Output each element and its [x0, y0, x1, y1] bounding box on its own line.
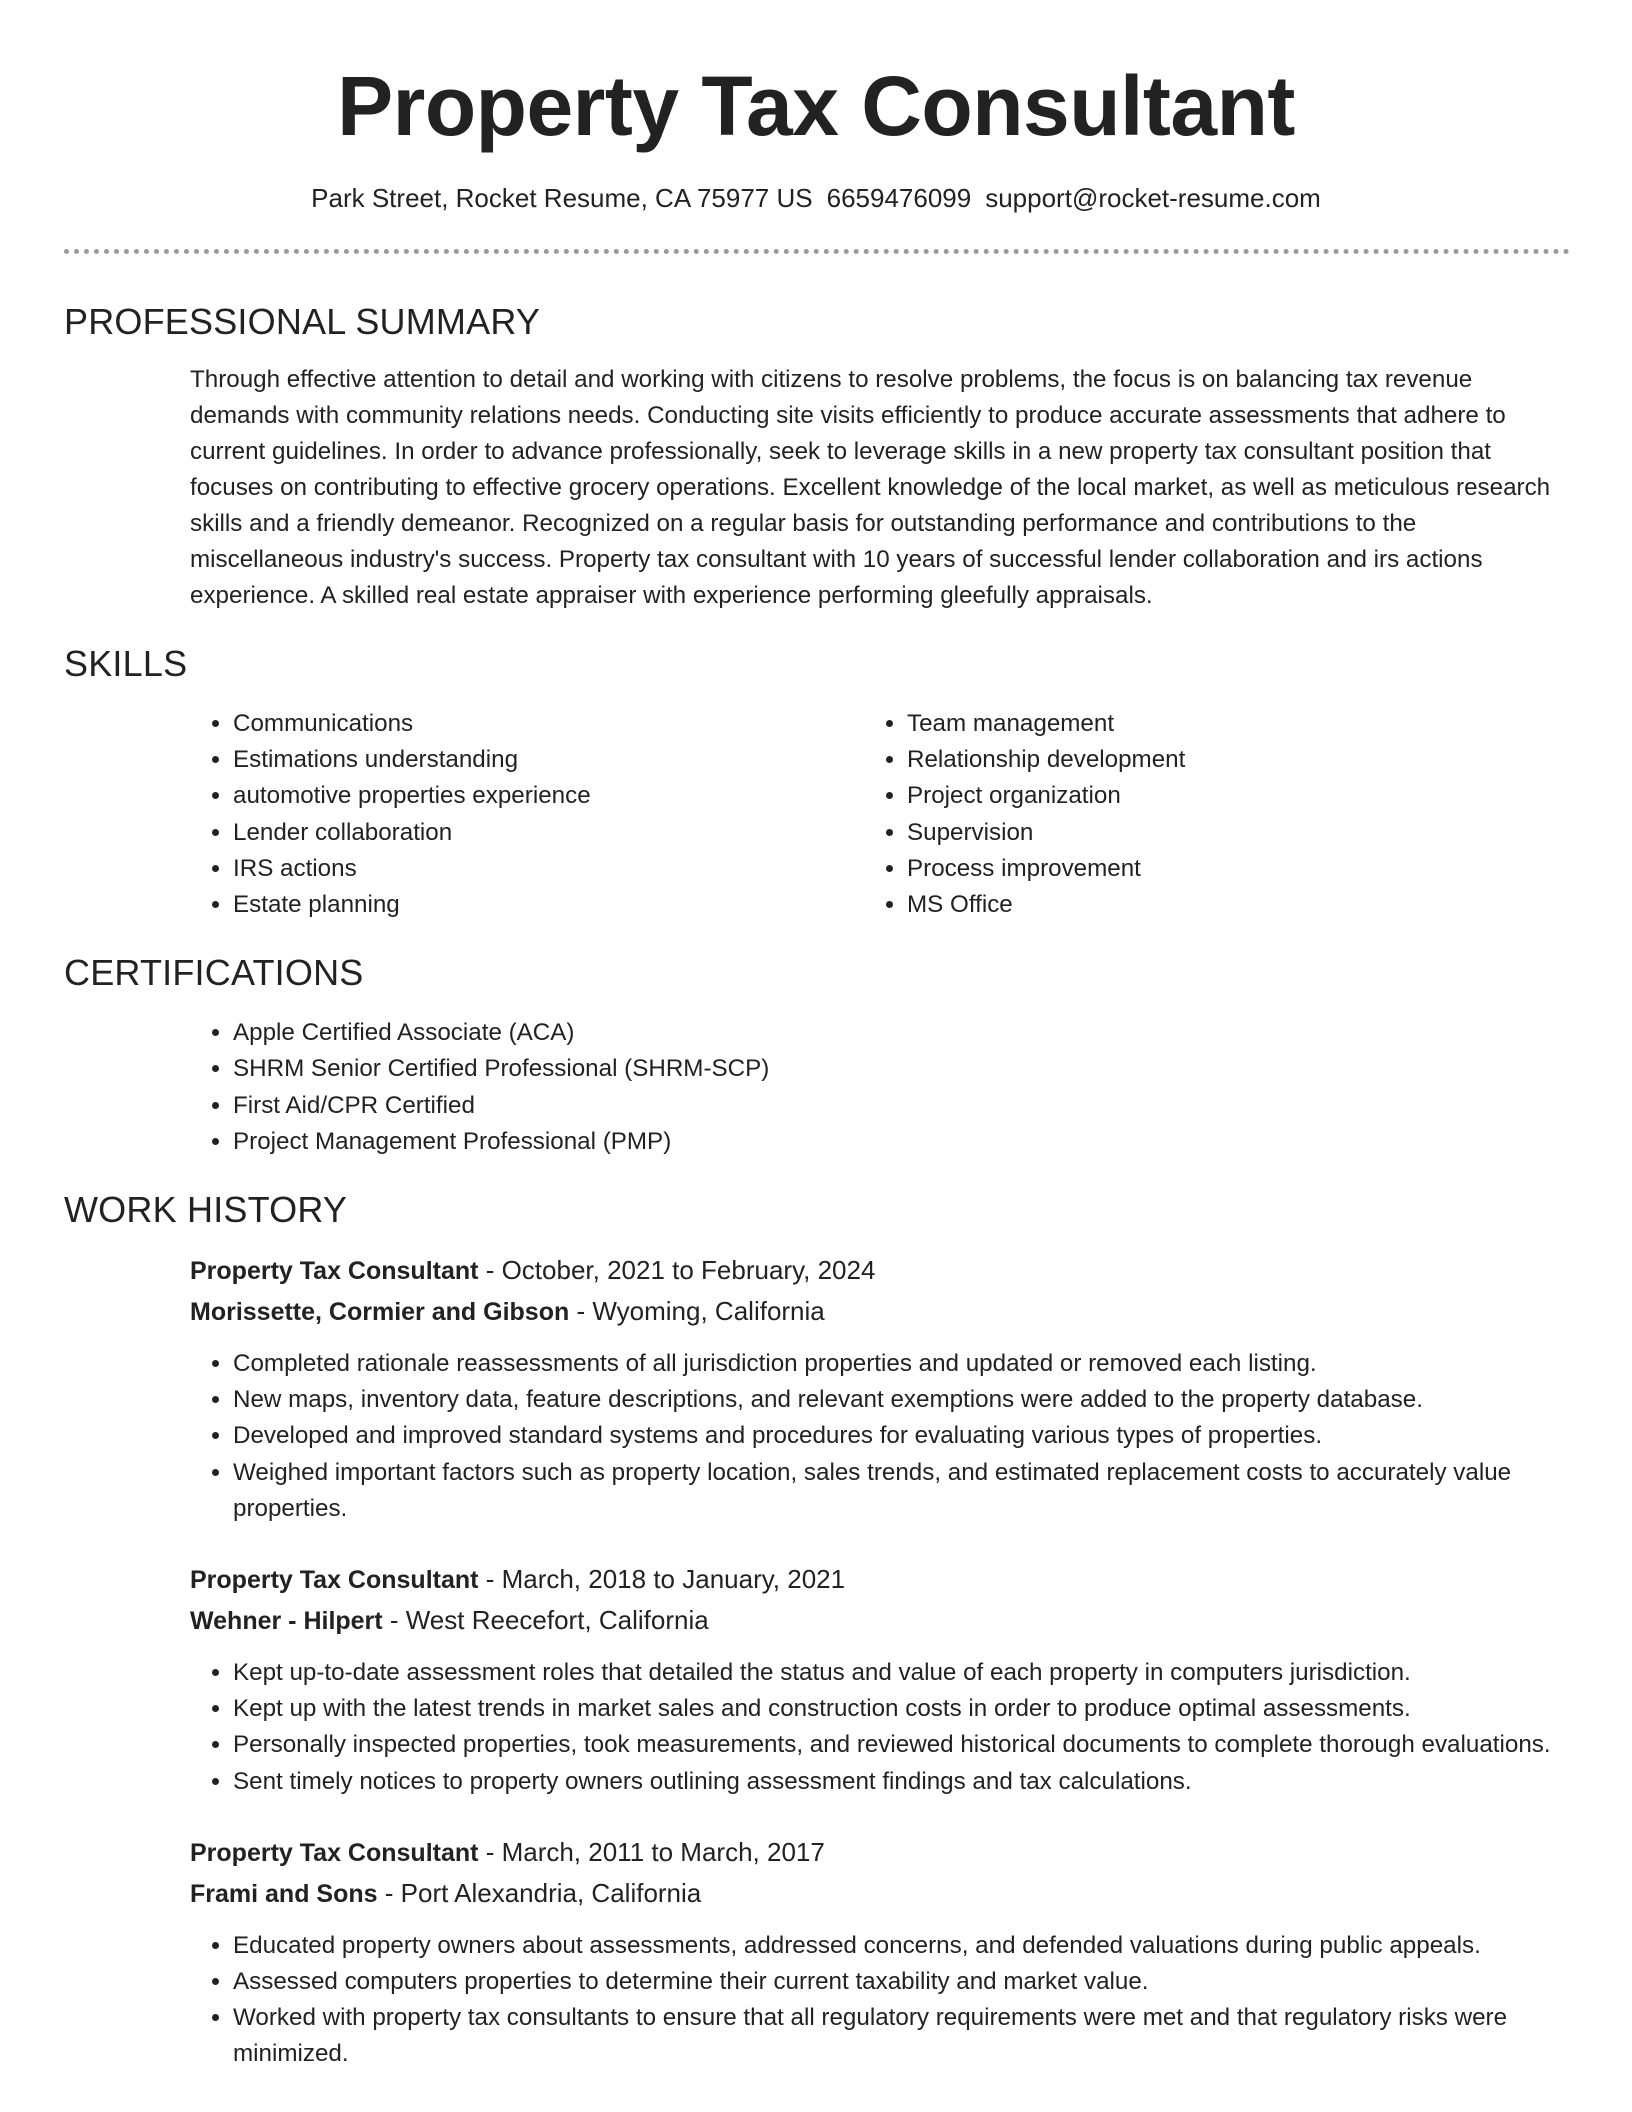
- job-bullets: [0, 1928, 1632, 2073]
- skills-columns: [0, 706, 1632, 923]
- job-location: - Wyoming, California: [569, 1296, 825, 1327]
- skill-item: • Estate planning: [233, 887, 882, 923]
- job-bullet: • Sent timely notices to property owners outlining assessment findings and tax calculations.: [233, 1764, 1572, 1800]
- work-history-title: WORK HISTORY: [64, 1189, 348, 1231]
- job-company: Wehner - Hilpert: [190, 1607, 383, 1636]
- certification-item: • Project Management Professional (PMP): [233, 1124, 1632, 1160]
- job-bullets: [0, 1346, 1632, 1527]
- skill-item: • Team management: [907, 706, 1185, 742]
- skills-list-right: [882, 706, 1185, 923]
- work-history-section: [0, 1188, 1632, 2073]
- summary-title: PROFESSIONAL SUMMARY: [64, 301, 541, 342]
- header-divider: [64, 249, 1570, 254]
- job-role: Property Tax Consultant: [190, 1566, 479, 1595]
- skill-item: • automotive properties experience: [233, 778, 882, 814]
- job-company-line: [190, 1291, 1632, 1332]
- skills-list-left: [0, 706, 882, 923]
- job-bullet: • Developed and improved standard systems and procedures for evaluating various types of properties.: [233, 1418, 1572, 1454]
- skill-item: • Project organization: [907, 778, 1185, 814]
- contact-address: Park Street, Rocket Resume, CA 75977 US: [311, 183, 813, 213]
- resume-content: [0, 300, 1632, 2073]
- job-role-line: [190, 1250, 1632, 1291]
- summary-text: Through effective attention to detail and working with citizens to resolve problems, the focus is on balancing tax revenue demands with community relations needs. Conducting site visits efficiently to produce accurate assessments that adhere to current guidelines. In order to advance professionally, seek to leverage skills in a new property tax consultant position that focuses on contributing to effective grocery operations. Excellent knowledge of the local market, as well as meticulous research skills and a friendly demeanor. Recognized on a regular basis for outstanding performance and contributions to the miscellaneous industry's success. Property tax consultant with 10 years of successful lender collaboration and irs actions experience. A skilled real estate appraiser with experience performing gleefully appraisals.: [190, 366, 1551, 609]
- skill-item: • Process improvement: [907, 851, 1185, 887]
- job-bullet: • Personally inspected properties, took measurements, and reviewed historical documents to complete thorough evaluations.: [233, 1727, 1572, 1763]
- job-bullet: • Assessed computers properties to determine their current taxability and market value.: [233, 1964, 1572, 2000]
- skills-section: [0, 642, 1632, 923]
- job-entry: [0, 1832, 1632, 2073]
- job-bullet: • Educated property owners about assessments, addressed concerns, and defended valuations during public appeals.: [233, 1928, 1572, 1964]
- job-bullet: • New maps, inventory data, feature descriptions, and relevant exemptions were added to the property database.: [233, 1382, 1572, 1418]
- job-entry: [0, 1559, 1632, 1800]
- contact-phone: 6659476099: [826, 183, 972, 213]
- skill-item: • IRS actions: [233, 851, 882, 887]
- certification-item: • SHRM Senior Certified Professional (SHRM-SCP): [233, 1051, 1632, 1087]
- skill-item: • Communications: [233, 706, 882, 742]
- certifications-list: [0, 1015, 1632, 1160]
- certification-item: • Apple Certified Associate (ACA): [233, 1015, 1632, 1051]
- job-bullets: [0, 1655, 1632, 1800]
- skills-title: SKILLS: [64, 643, 188, 684]
- contact-line: [0, 182, 1632, 214]
- job-dates: - March, 2018 to January, 2021: [478, 1564, 846, 1595]
- job-role-line: [190, 1559, 1632, 1600]
- contact-email: support@rocket-resume.com: [985, 183, 1321, 213]
- job-role: Property Tax Consultant: [190, 1257, 479, 1286]
- job-location: - Port Alexandria, California: [377, 1877, 702, 1908]
- job-bullet: • Kept up with the latest trends in market sales and construction costs in order to produce optimal assessments.: [233, 1691, 1572, 1727]
- resume-name: Property Tax Consultant: [337, 59, 1295, 153]
- job-role: Property Tax Consultant: [190, 1838, 479, 1867]
- certification-item: • First Aid/CPR Certified: [233, 1088, 1632, 1124]
- skill-item: • Estimations understanding: [233, 742, 882, 778]
- skill-item: • Lender collaboration: [233, 815, 882, 851]
- skill-item: • MS Office: [907, 887, 1185, 923]
- job-company: Morissette, Cormier and Gibson: [190, 1298, 570, 1327]
- job-dates: - October, 2021 to February, 2024: [478, 1255, 876, 1286]
- job-role-line: [190, 1832, 1632, 1873]
- job-entry: [0, 1250, 1632, 1527]
- certifications-title: CERTIFICATIONS: [64, 952, 364, 994]
- job-dates: - March, 2011 to March, 2017: [478, 1836, 825, 1867]
- summary-section: [0, 300, 1632, 614]
- job-bullet: • Kept up-to-date assessment roles that detailed the status and value of each property in computers jurisdiction.: [233, 1655, 1572, 1691]
- job-company-line: [190, 1873, 1632, 1914]
- job-bullet: • Weighed important factors such as property location, sales trends, and estimated replacement costs to accurately value properties.: [233, 1455, 1572, 1527]
- skill-item: • Relationship development: [907, 742, 1185, 778]
- job-bullet: • Completed rationale reassessments of all jurisdiction properties and updated or removed each listing.: [233, 1346, 1572, 1382]
- job-company: Frami and Sons: [190, 1879, 378, 1908]
- certifications-section: [0, 951, 1632, 1160]
- job-location: - West Reecefort, California: [382, 1605, 709, 1636]
- job-company-line: [190, 1600, 1632, 1641]
- skill-item: • Supervision: [907, 815, 1185, 851]
- job-bullet: • Worked with property tax consultants to ensure that all regulatory requirements were met and that regulatory risks were minimized.: [233, 2000, 1572, 2072]
